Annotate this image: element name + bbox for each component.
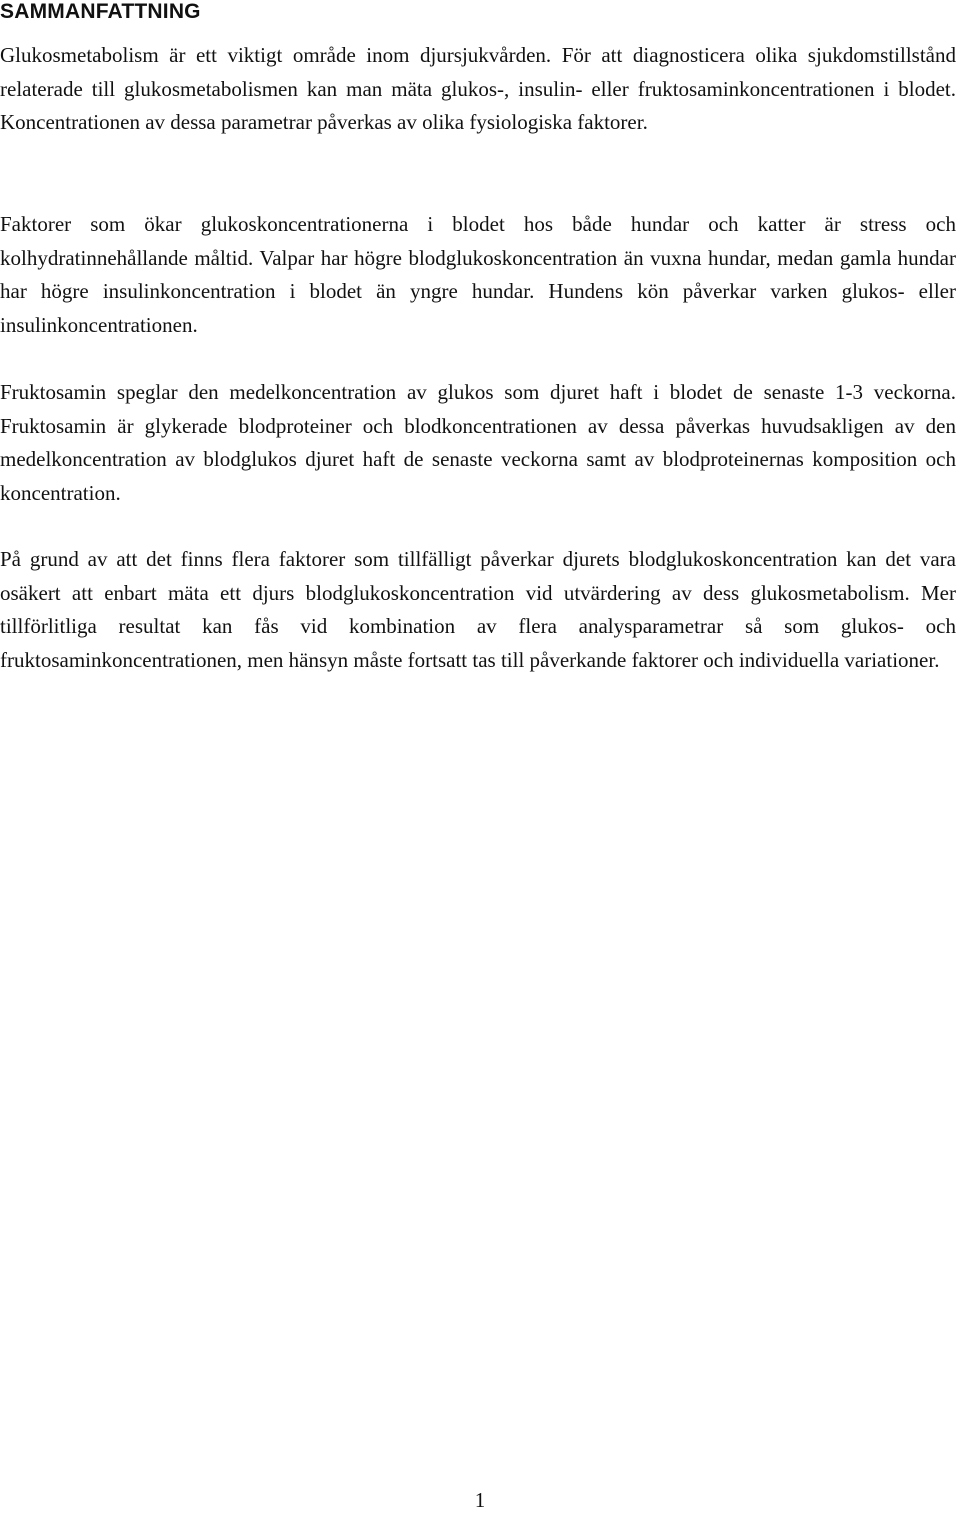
summary-paragraph-4: På grund av att det finns flera faktorer som tillfälligt påverkar djurets blodglukoskoncentration kan det vara osäkert att enbart mäta ett djurs blodglukoskoncentration vid utvärdering av dess glukosmetabolism. Mer tillförlitliga resultat kan fås vid kombination av flera analysparametrar så som glukos- och fruktosaminkoncentrationen, men hänsyn måste fortsatt tas till påverkande faktorer och individuella variationer.	[0, 547, 956, 672]
summary-paragraph-3: Fruktosamin speglar den medelkoncentration av glukos som djuret haft i blodet de senaste 1-3 veckorna. Fruktosamin är glykerade blodproteiner och blodkoncentrationen av dessa påverkas huvudsakligen av den medelkoncentration av blodglukos djuret haft de senaste veckorna samt av blodproteinernas komposition och koncentration.	[0, 380, 956, 505]
page-number: 1	[474, 1488, 486, 1512]
summary-paragraph-1: Glukosmetabolism är ett viktigt område inom djursjukvården. För att diagnosticera olika sjukdomstillstånd relaterade till glukosmetabolismen kan man mäta glukos-, insulin- eller fruktosaminkoncentrationen i blodet. Koncentrationen av dessa parametrar påverkas av olika fysiologiska faktorer.	[0, 43, 956, 134]
section-heading: SAMMANFATTNING	[0, 0, 201, 23]
summary-paragraph-2: Faktorer som ökar glukoskoncentrationerna i blodet hos både hundar och katter är stress och kolhydratinnehållande måltid. Valpar har högre blodglukoskoncentration än vuxna hundar, medan gamla hundar har högre insulinkoncentration i blodet än yngre hundar. Hundens kön påverkar varken glukos- eller insulinkoncentrationen.	[0, 212, 956, 337]
